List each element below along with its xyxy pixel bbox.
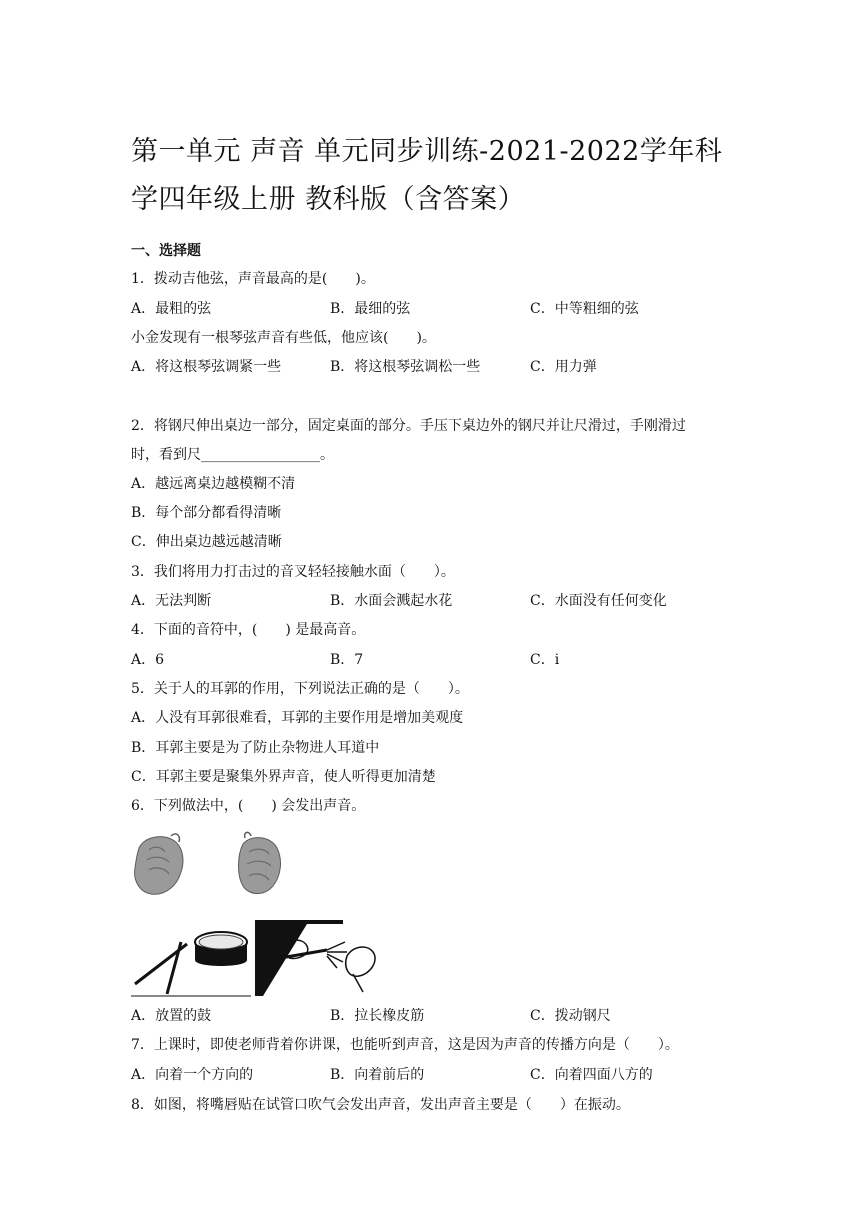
question-2-option-b: B．每个部分都看得清晰	[131, 505, 282, 521]
question-3-stem: 3．我们将用力打击过的音叉轻轻接触水面（ ）。	[131, 564, 455, 580]
question-4-option-c: C．i	[530, 652, 560, 668]
document-title: 第一单元 声音 单元同步训练-2021-2022学年科学四年级上册 教科版（含答案）	[131, 136, 723, 215]
question-5-stem: 5．关于人的耳郭的作用，下列说法正确的是（ ）。	[131, 681, 469, 697]
question-7-stem: 7．上课时，即使老师背着你讲课，也能听到声音，这是因为声音的传播方向是（ ）。	[131, 1037, 679, 1053]
section-heading: 一、选择题	[131, 243, 201, 259]
question-6-option-c: C．拨动钢尺	[530, 1008, 611, 1024]
question-7-option-b: B．向着前后的	[330, 1067, 425, 1083]
question-3-option-a: A．无法判断	[131, 593, 212, 609]
question-4-stem: 4．下面的音符中，( ) 是最高音。	[131, 622, 366, 638]
question-3-option-b: B．水面会溅起水花	[330, 593, 453, 609]
question-5-option-a: A．人没有耳郭很难看，耳郭的主要作用是增加美观度	[131, 710, 464, 726]
left-hand-icon	[135, 834, 183, 894]
question-2-option-c: C．伸出桌边越远越清晰	[131, 534, 282, 550]
question-1b-option-a: A．将这根琴弦调紧一些	[131, 359, 282, 375]
question-1-option-c: C．中等粗细的弦	[530, 301, 639, 317]
question-1b-option-c: C．用力弹	[530, 359, 597, 375]
question-4-option-a: A．6	[131, 652, 165, 668]
question-2-stem-cont: 时，看到尺_________________。	[131, 447, 334, 463]
hands-rubber-band-figure	[131, 830, 291, 900]
drum-icon	[131, 932, 251, 996]
question-2-stem: 2．将钢尺伸出桌边一部分，固定桌面的部分。手压下桌边外的钢尺并让尺滑过，手刚滑过	[131, 418, 686, 434]
question-3-option-c: C．水面没有任何变化	[530, 593, 667, 609]
drum-and-ruler-figure	[131, 916, 381, 998]
question-6-option-b: B．拉长橡皮筋	[330, 1008, 425, 1024]
question-6-option-a: A．放置的鼓	[131, 1008, 212, 1024]
question-7-option-c: C．向着四面八方的	[530, 1067, 653, 1083]
question-2-option-a: A．越远离桌边越模糊不清	[131, 476, 296, 492]
question-4-option-b: B．7	[330, 652, 364, 668]
question-6-stem: 6．下列做法中，( ) 会发出声音。	[131, 798, 366, 814]
question-5-option-b: B．耳郭主要是为了防止杂物进人耳道中	[131, 740, 380, 756]
right-hand-icon	[239, 832, 281, 893]
question-1-stem: 1．拨动吉他弦，声音最高的是( )。	[131, 271, 375, 287]
question-7-option-a: A．向着一个方向的	[131, 1067, 254, 1083]
question-8-stem: 8．如图，将嘴唇贴在试管口吹气会发出声音，发出声音主要是（ ）在振动。	[131, 1097, 630, 1113]
question-1-option-a: A．最粗的弦	[131, 301, 212, 317]
question-1b-option-b: B．将这根琴弦调松一些	[330, 359, 481, 375]
question-1-option-b: B．最细的弦	[330, 301, 411, 317]
question-1b-stem: 小金发现有一根琴弦声音有些低，他应该( )。	[131, 330, 436, 346]
ruler-desk-icon	[255, 920, 375, 996]
question-5-option-c: C．耳郭主要是聚集外界声音，使人听得更加清楚	[131, 769, 436, 785]
